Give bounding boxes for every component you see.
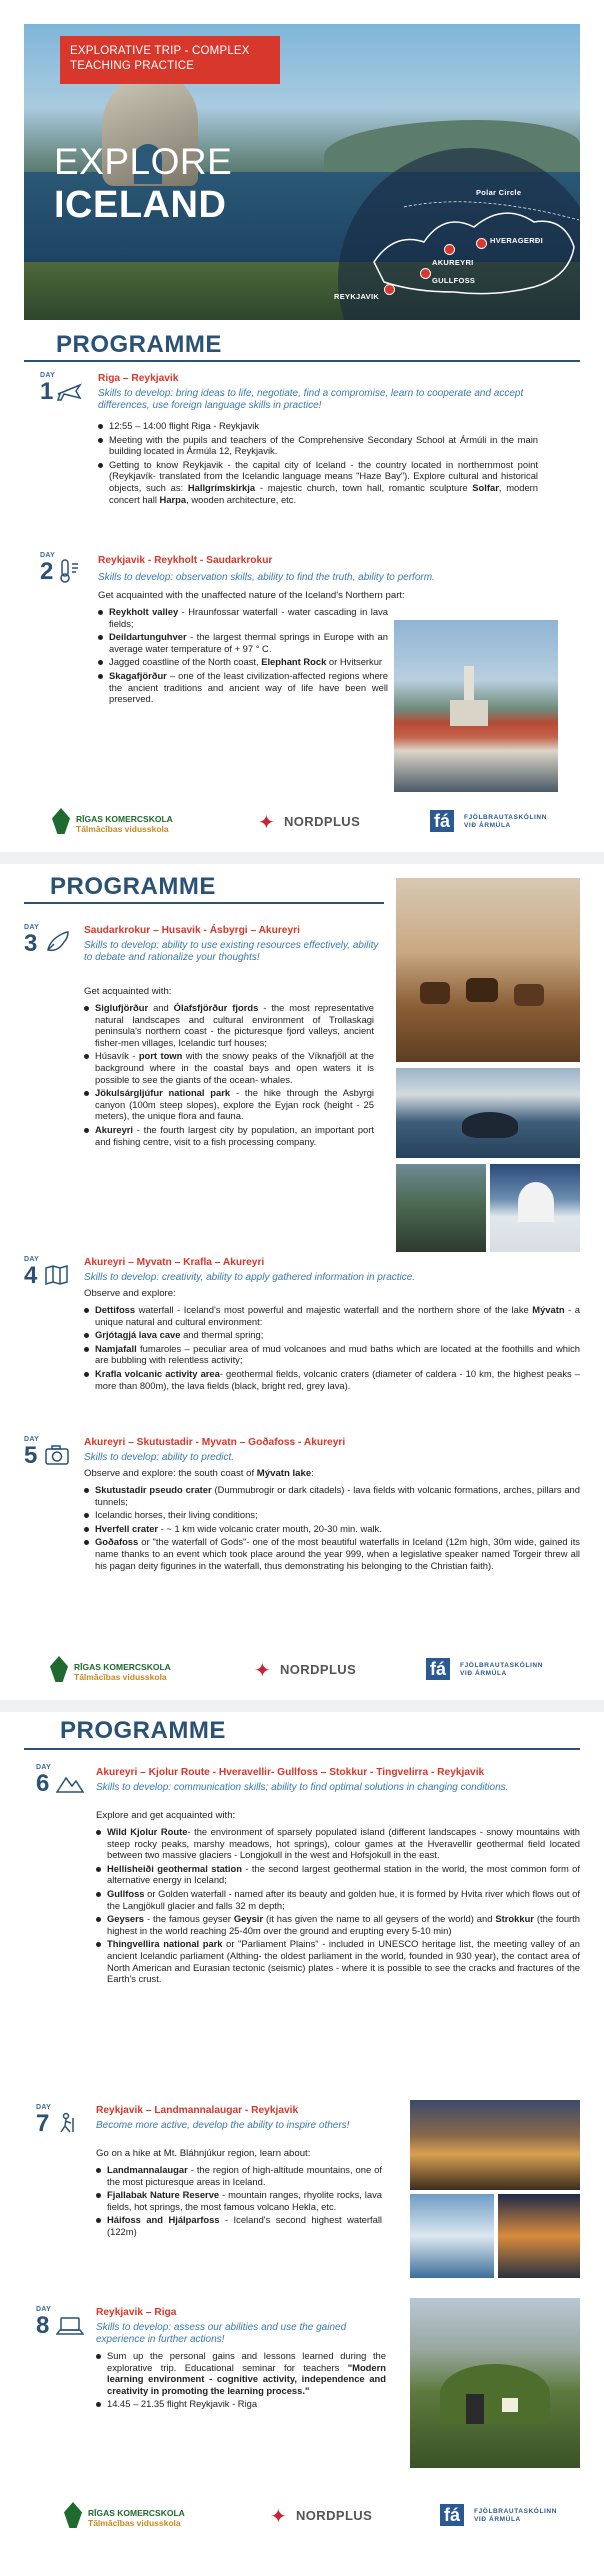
hero-tag: EXPLORATIVE TRIP - COMPLEX TEACHING PRACTICE [60, 36, 280, 84]
day-label: DAY [24, 1256, 40, 1263]
day-number: 8 [36, 2312, 50, 2339]
day5-intro: Observe and explore: the south coast of Mývatn lake: [84, 1468, 314, 1479]
day6-intro: Explore and get acquainted with: [96, 1810, 236, 1821]
map-book-icon [44, 1264, 70, 1286]
day8-route: Reykjavik – Riga [96, 2307, 177, 2318]
day7-route: Reykjavik – Landmannalaugar - Reykjavik [96, 2105, 299, 2116]
list-item: 14.45 – 21.35 flight Reykjavik - Riga [96, 2398, 386, 2410]
hiker-icon [56, 2112, 84, 2134]
divider [24, 902, 384, 904]
mountains-icon [56, 1774, 84, 1794]
list-item: Sum up the personal gains and lessons learned during the explorative trip. Educational seminar for teachers "Modern learning environment - cognitive activity, independence and creativity in promoting the learning process." [96, 2350, 386, 2396]
laptop-icon [56, 2316, 84, 2336]
turf-house-photo [410, 2298, 580, 2468]
map-label-polar-circle: Polar Circle [476, 188, 522, 197]
list-item: Grjótagjá lava cave and thermal spring; [84, 1329, 580, 1341]
camera-icon [44, 1444, 70, 1466]
day6-route: Akureyri – Kjolur Route - Hveravellir- Gullfoss – Stokkur - Tingvelirra - Reykjavik [96, 1767, 485, 1778]
nordplus-star-icon: ✦ [258, 812, 275, 834]
nordplus-star-icon: ✦ [254, 1660, 271, 1682]
day8-list [96, 2350, 386, 2412]
day5-list [84, 1484, 580, 1573]
fa-logo-text: FJÖLBRAUTASKÓLINN VIÐ ÁRMÚLA [460, 1662, 544, 1677]
hero-title-line1: EXPLORE [54, 141, 233, 182]
hero-banner [24, 24, 580, 320]
day-label: DAY [40, 372, 56, 379]
day-number: 5 [24, 1442, 38, 1469]
day5-route: Akureyri – Skutustadir - Myvatn – Goðafoss - Akureyri [84, 1437, 346, 1448]
nordplus-logo: NORDPLUS [296, 2508, 373, 2523]
map-marker-gullfoss [420, 268, 431, 279]
list-item: Meeting with the pupils and teachers of the Comprehensive Secondary School at Ármúli in the main building located in Ármúla 12, Reykjavik. [98, 434, 538, 457]
hero-title-line2: ICELAND [54, 184, 227, 226]
list-item: Siglufjörður and Ólafsfjörður fjords - the most representative natural landscapes and cultural environment of Trollaskagi peninsula's northern coast - the picturesque fjord valleys, ancient fisher-men villages, Icelandic turf houses; [84, 1002, 374, 1048]
day1-skills: Skills to develop: bring ideas to life, negotiate, find a compromise, learn to cooperate and accept differences, use foreign language skills in practice! [98, 388, 524, 411]
list-item: Húsavík - port town with the snowy peaks of the Víknafjöll at the background where in the coastal bays and open waters it is possible to see the giants of the ocean- whales. [84, 1050, 374, 1085]
day8-skills: Skills to develop: assess our abilities and use the gained experience in further actions! [96, 2322, 347, 2345]
day7-skills: Become more active, develop the ability to inspire others! [96, 2120, 350, 2131]
day3-intro: Get acquainted with: [84, 986, 172, 997]
day1-route: Riga – Reykjavik [98, 373, 179, 384]
day-number: 2 [40, 558, 54, 585]
day-number: 3 [24, 930, 38, 957]
map-label-hveragerdi: HVERAGERÐI [490, 236, 544, 245]
list-item: Dettifoss waterfall - Iceland's most powerful and majestic waterfall and the northern shore of the lake Mývatn - a unique natural and cultural environment: [84, 1304, 580, 1327]
list-item: Deildartunguhver - the largest thermal springs in Europe with an average water temperature of + 97 ° C. [98, 631, 388, 654]
list-item: Krafla volcanic activity area- geothermal fields, volcanic craters (diameter of caldera - 10 km, the highest peaks – more than 800m), the lava fields (black, bright red, grey lava). [84, 1368, 580, 1391]
nordplus-star-icon: ✦ [270, 2506, 287, 2528]
day4-intro: Observe and explore: [84, 1288, 176, 1299]
list-item: Gullfoss or Golden waterfall - named after its beauty and golden hue, it is formed by Hvita river which flows out of the Langjökull glacier and falls 32 m depth; [96, 1888, 580, 1911]
list-item: Akureyri - the fourth largest city by population, an important port and fishing centre, visit to a fish processing company. [84, 1124, 374, 1147]
day-label: DAY [24, 1436, 40, 1443]
day6-skills: Skills to develop: communication skills; ability to find optimal solutions in changing conditions. [96, 1782, 509, 1793]
map-marker-hveragerdi [476, 238, 487, 249]
rigas-logo-text: RĪGAS KOMERCSKOLA Tālmācības vidusskola [74, 1662, 171, 1682]
day5-skills: Skills to develop: ability to predict. [84, 1452, 235, 1463]
page-separator [0, 1700, 604, 1712]
fa-logo-text: FJÖLBRAUTASKÓLINN VIÐ ÁRMÚLA [474, 2508, 558, 2523]
list-item: Thingvellira national park or "Parliament Plains" - included in UNESCO heritage list, the meeting valley of an ancient Icelandic parliament (Althing- the oldest parliament in the world, founded in 930 year), the contact area of North American and Eurasian tectonic (seismic) plates - where it is possible to see the cracks and fractures of the Earth's crust. [96, 1938, 580, 1984]
day6-list [96, 1826, 580, 1987]
list-item: Jökulsárgljúfur national park - the hike through the Asbyrgi canyon (100m steep slopes), explore the Eyjan rock (height - 25 meters), the unique flora and fauna. [84, 1087, 374, 1122]
day-label: DAY [36, 2306, 52, 2313]
day3-route: Saudarkrokur – Husavik - Ásbyrgi – Akureyri [84, 925, 300, 936]
list-item: Goðafoss or "the waterfall of Gods"- one of the most beautiful waterfalls in Iceland (12m high, 30m wide, gained its name thanks to an event which took place around the year 999, when a legislative speaker named Torgeir threw all his pagan deity figurines in the waterfall, thus demonstrating his belonging to the Christian faith). [84, 1536, 580, 1571]
canyon-photo [396, 1164, 486, 1252]
glacier-lagoon-photo [410, 2194, 494, 2278]
day7-intro: Go on a hike at Mt. Bláhnjúkur region, learn about: [96, 2148, 311, 2159]
reykjavik-night-photo [410, 2100, 580, 2190]
reykjavik-city-photo [394, 620, 558, 792]
day-number: 4 [24, 1262, 38, 1289]
day-label: DAY [36, 1764, 52, 1771]
page-title: PROGRAMME [50, 873, 216, 900]
list-item: Skagafjörður – one of the least civilization-affected regions where the ancient traditions and ancient way of life have been well preserved. [98, 670, 388, 705]
day2-intro: Get acquainted with the unaffected nature of the Iceland's Northern part: [98, 590, 405, 601]
day4-skills: Skills to develop: creativity, ability to apply gathered information in practice. [84, 1272, 416, 1283]
list-item: Skutustadir pseudo crater (Dummubrogir or dark citadels) - lava fields with volcanic formations, arches, pillars and tunnels; [84, 1484, 580, 1507]
fa-logo-mark: fá [426, 1658, 450, 1680]
day2-skills: Skills to develop: observation skills, ability to find the truth, ability to perform. [98, 572, 435, 583]
day4-route: Akureyri – Myvatn – Krafla – Akureyri [84, 1257, 265, 1268]
airplane-icon [56, 380, 82, 404]
rigas-logo-icon [64, 2502, 82, 2528]
nordplus-logo: NORDPLUS [280, 1662, 357, 1677]
volcano-photo [490, 1164, 580, 1252]
map-label-akureyri: AKUREYRI [432, 258, 474, 267]
day-label: DAY [40, 552, 56, 559]
day-label: DAY [24, 924, 40, 931]
list-item: Icelandic horses, their living conditions; [84, 1509, 580, 1521]
map-label-gullfoss: GULLFOSS [432, 276, 476, 285]
divider [24, 1748, 580, 1750]
page-title: PROGRAMME [60, 1717, 226, 1744]
list-item: Wild Kjolur Route- the environment of sparsely populated island (different landscapes - snowy mountains with steep rocky peaks, marshy meadows, hot springs), colour games at the Hveravellir geothermal field located between two massive glaciers - Longjokull in the west and Hofsjokull in the east. [96, 1826, 580, 1861]
list-item: Háifoss and Hjálparfoss - Iceland's second highest waterfall (122m) [96, 2214, 382, 2237]
rigas-logo-icon [50, 1656, 68, 1682]
harpa-photo [498, 2194, 580, 2278]
map-marker-reykjavik [384, 284, 395, 295]
nordplus-logo: NORDPLUS [284, 814, 361, 829]
map-label-reykjavik: REYKJAVIK [334, 292, 380, 301]
list-item: Fjallabak Nature Reserve - mountain ranges, rhyolite rocks, lava fields, hot springs, the most famous volcano Hekla, etc. [96, 2189, 382, 2212]
rigas-logo-text: RĪGAS KOMERCSKOLA Tālmācības vidusskola [88, 2508, 185, 2528]
day-number: 6 [36, 1770, 50, 1797]
list-item: Geysers - the famous geyser Geysir (it has given the name to all geysers of the world) and Strokkur (the fourth highest in the world reaching 25-40m over the ground and erupting every 5-10 min) [96, 1913, 580, 1936]
map-marker-akureyri [444, 244, 455, 255]
page-separator [0, 852, 604, 864]
fa-logo-mark: fá [430, 810, 454, 832]
thermometer-icon [58, 558, 82, 584]
list-item: 12:55 – 14:00 flight Riga - Reykjavik [98, 420, 538, 432]
day2-route: Reykjavik - Reykholt - Saudarkrokur [98, 555, 273, 566]
day-number: 7 [36, 2110, 50, 2137]
rigas-logo-icon [52, 808, 70, 834]
list-item: Jagged coastline of the North coast, Elephant Rock or Hvitserkur [98, 656, 388, 668]
day7-list [96, 2164, 382, 2240]
list-item: Landmannalaugar - the region of high-altitude mountains, one of the most picturesque areas in Iceland. [96, 2164, 382, 2187]
page-title: PROGRAMME [56, 331, 222, 358]
day3-list [84, 1002, 374, 1149]
day2-list [98, 606, 388, 707]
day4-list [84, 1304, 580, 1393]
list-item: Hellisheiði geothermal station - the second largest geothermal station in the world, the most common form of alternative energy in Iceland; [96, 1863, 580, 1886]
horses-photo [396, 878, 580, 1062]
list-item: Getting to know Reykjavik - the capital city of Iceland - the country located in northernmost point (Reykjavík- translated from the Icelandic language means "Haze Bay"). Explore cultural and historical objects, such as: Hallgrímskirkja - majestic church, town hall, romantic sculpture Solfar, modern concert hall Harpa, wooden architecture, etc. [98, 459, 538, 505]
whale-photo [396, 1068, 580, 1158]
fa-logo-mark: fá [440, 2504, 464, 2526]
list-item: Reykholt valley - Hraunfossar waterfall - water cascading in lava fields; [98, 606, 388, 629]
day-label: DAY [36, 2104, 52, 2111]
day3-skills: Skills to develop: ability to use existing resources effectively, ability to debate and rationalize your thoughts! [84, 940, 379, 963]
list-item: Hverfell crater - ~ 1 km wide volcanic crater mouth, 20-30 min. walk. [84, 1523, 580, 1535]
rigas-logo-text: RĪGAS KOMERCSKOLA Tālmācības vidusskola [76, 814, 173, 834]
rocket-icon [44, 930, 70, 954]
day-number: 1 [40, 378, 54, 405]
list-item: Namjafall fumaroles – peculiar area of mud volcanoes and mud baths which are located at the foothills and which are bubbling with relentless activity; [84, 1343, 580, 1366]
divider [24, 360, 580, 362]
day1-list [98, 420, 538, 507]
fa-logo-text: FJÖLBRAUTASKÓLINN VIÐ ÁRMÚLA [464, 814, 548, 829]
